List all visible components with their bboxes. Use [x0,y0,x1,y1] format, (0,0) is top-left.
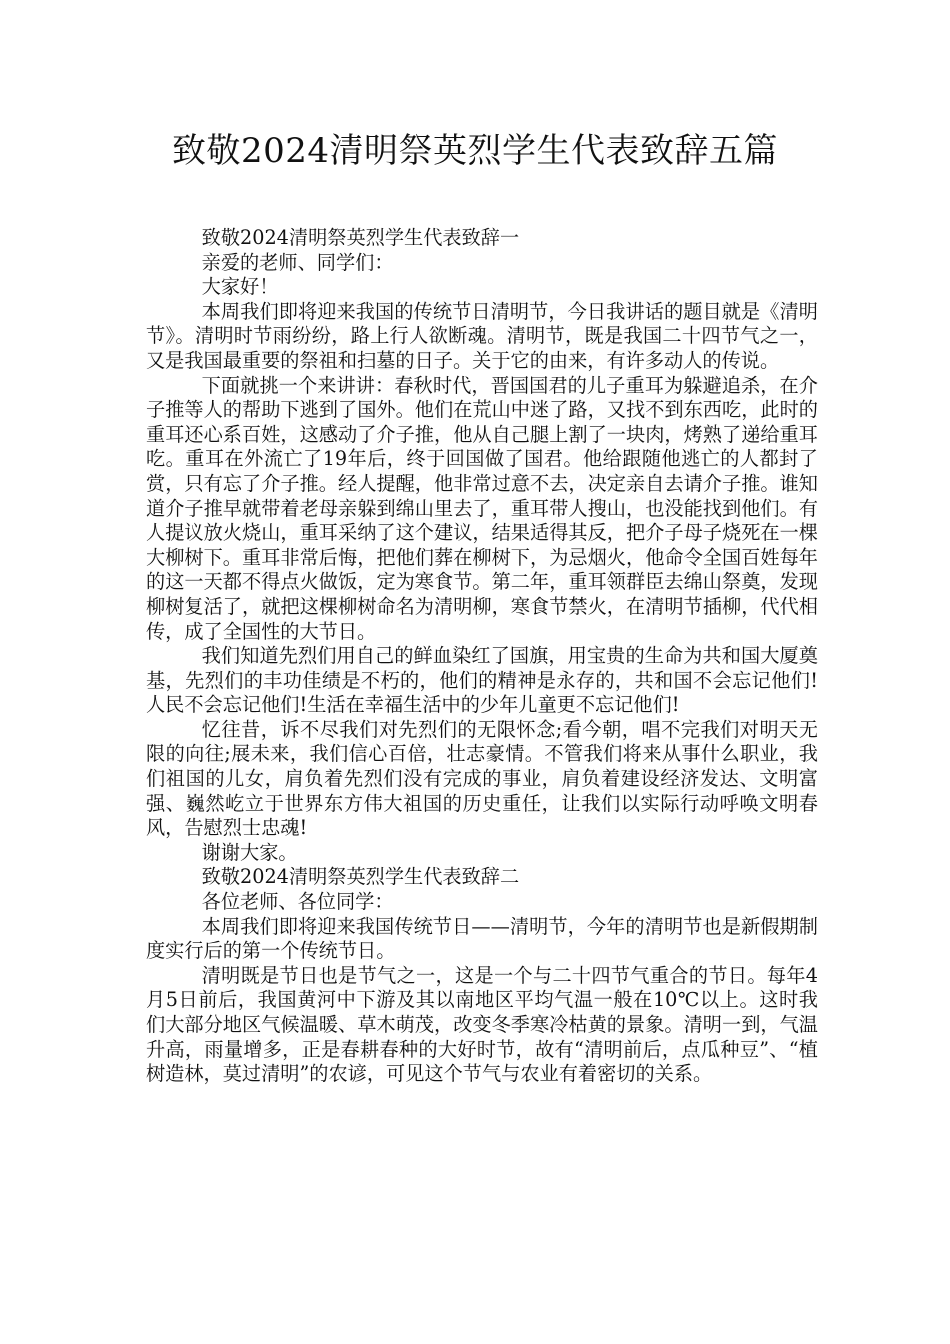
salutation: 各位老师、各位同学： [201,890,394,914]
greeting: 大家好！ [201,275,279,299]
document-title: 致敬2024清明祭英烈学生代表致辞五篇 [171,131,779,171]
closing: 谢谢大家。 [201,840,298,864]
speech-one-heading: 致敬2024清明祭英烈学生代表致辞一 [201,226,520,249]
salutation: 亲爱的老师、同学们： [201,250,394,274]
body-paragraph: 清明既是节日也是节气之一，这是一个与二十四节气重合的节日。每年4月5日前后，我国黄河中下游及其以南地区平均气温一般在10℃以上。这时我们大部分地区气候温暖、草木萌茂，改变冬季寒冷枯黄的景象。清明一到，气温升高，雨量增多，正是春耕春种的大好时节，故有“清明前后，点瓜种豆”、“植树造林，莫过清明”的农谚，可见这个节气与农业有着密切的关系。 [146,963,818,1086]
speech-two-heading: 致敬2024清明祭英烈学生代表致辞二 [201,865,520,889]
body-paragraph: 忆往昔，诉不尽我们对先烈们的无限怀念;看今朝，唱不完我们对明天无限的向往;展未来，我们信心百倍，壮志豪情。不管我们将来从事什么职业，我们祖国的儿女，肩负着先烈们没有完成的事业，肩负着建设经济发达、文明富强、巍然屹立于世界东方伟大祖国的历史重任，让我们以实际行动呼唤文明春风，告慰烈士忠魂! [146,717,818,840]
body-paragraph: 本周我们即将迎来我国的传统节日清明节，今日我讲话的题目就是《清明节》。清明时节雨纷纷，路上行人欲断魂。清明节，既是我国二十四节气之一，又是我国最重要的祭祖和扫墓的日子。关于它的由来，有许多动人的传说。 [146,299,818,372]
body-paragraph: 我们知道先烈们用自己的鲜血染红了国旗，用宝贵的生命为共和国大厦奠基，先烈们的丰功佳绩是不朽的，他们的精神是永存的，共和国不会忘记他们!人民不会忘记他们!生活在幸福生活中的少年儿童更不忘记他们! [146,644,818,717]
body-paragraph: 本周我们即将迎来我国传统节日——清明节，今年的清明节也是新假期制度实行后的第一个传统节日。 [146,914,818,963]
document-body [146,226,818,1087]
body-paragraph: 下面就挑一个来讲讲：春秋时代，晋国国君的儿子重耳为躲避追杀，在介子推等人的帮助下逃到了国外。他们在荒山中迷了路，又找不到东西吃，此时的重耳还心系百姓，这感动了介子推，他从自己腿上割了一块肉，烤熟了递给重耳吃。重耳在外流亡了19年后，终于回国做了国君。他给跟随他逃亡的人都封了赏，只有忘了介子推。经人提醒，他非常过意不去，决定亲自去请介子推。谁知道介子推早就带着老母亲躲到绵山里去了，重耳带人搜山，也没能找到他们。有人提议放火烧山，重耳采纳了这个建议，结果适得其反，把介子母子烧死在一棵大柳树下。重耳非常后悔，把他们葬在柳树下，为忌烟火，他命令全国百姓每年的这一天都不得点火做饭，定为寒食节。第二年，重耳领群臣去绵山祭奠，发现柳树复活了，就把这棵柳树命名为清明柳，寒食节禁火，在清明节插柳，代代相传，成了全国性的大节日。 [146,373,818,643]
